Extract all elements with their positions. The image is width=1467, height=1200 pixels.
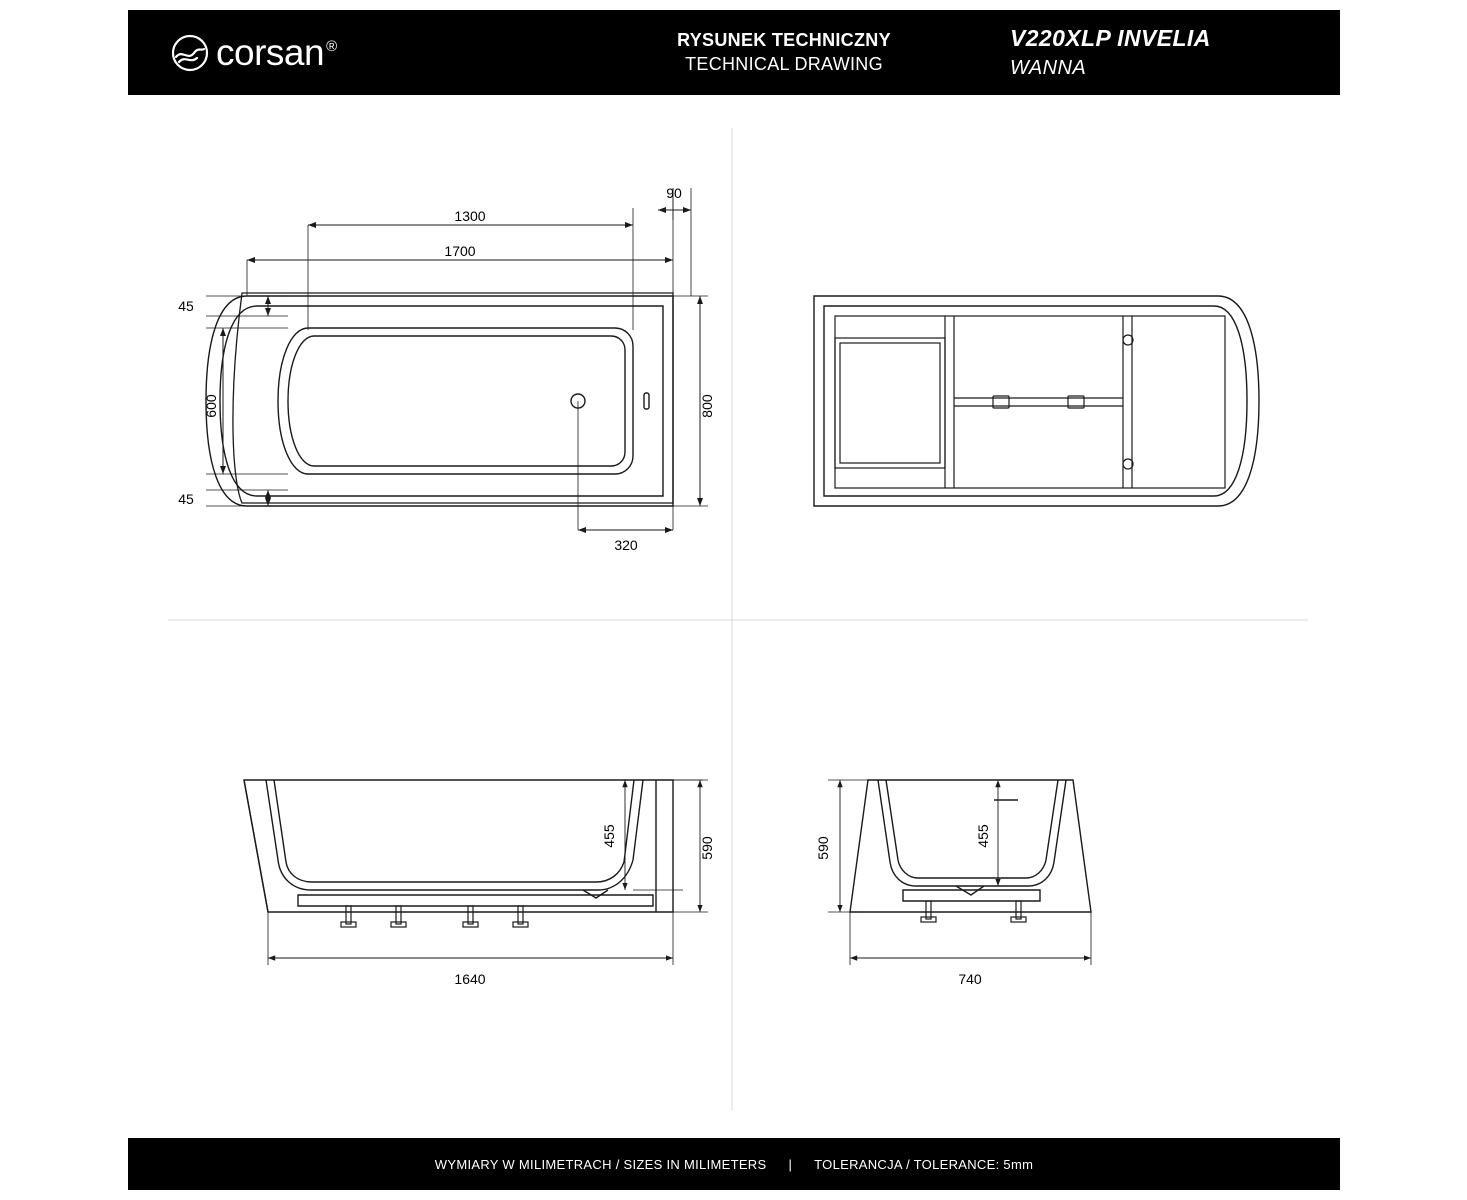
brand-name-text: corsan: [216, 31, 325, 73]
dim-1640-label: 1640: [454, 971, 486, 987]
view-front-section: [850, 780, 1091, 922]
frame-structure: [835, 316, 1225, 488]
corsan-wave-logo-icon: [170, 33, 210, 73]
product-type: WANNA: [1010, 56, 1087, 79]
dim-455-side-label: 455: [601, 824, 617, 848]
view-side-section: [244, 780, 673, 927]
dim-320-label: 320: [614, 537, 638, 553]
dim-45-top-label: 45: [178, 298, 194, 314]
drawing-title: [558, 29, 1010, 76]
top-view-labels: [178, 185, 715, 553]
footer-bar: [128, 1138, 1340, 1190]
dim-600-label: 600: [203, 394, 219, 418]
footer-units: WYMIARY W MILIMETRACH / SIZES IN MILIMETERS: [434, 1156, 767, 1172]
dim-590-side-label: 590: [699, 836, 715, 860]
footer-tolerance: TOLERANCJA / TOLERANCE: 5mm: [814, 1156, 1034, 1172]
drawing-title-pl: RYSUNEK TECHNICZNY: [677, 30, 891, 51]
dim-1300-label: 1300: [454, 208, 486, 224]
footer-separator: |: [788, 1156, 793, 1172]
drawing-title-en: TECHNICAL DRAWING: [685, 53, 883, 74]
product-info: [1010, 23, 1340, 81]
dim-90-label: 90: [666, 185, 682, 201]
brand-name: [216, 32, 337, 74]
header-bar: [128, 10, 1340, 95]
front-view-labels: [815, 824, 991, 987]
product-model: V220XLP INVELIA: [1010, 25, 1211, 52]
dim-1700-label: 1700: [444, 243, 476, 259]
top-view-geometry: [206, 296, 673, 506]
dim-455-front-label: 455: [975, 824, 991, 848]
front-view-dimensions: [828, 780, 1091, 965]
dim-45-bottom-label: 45: [178, 491, 194, 507]
dim-740-label: 740: [958, 971, 982, 987]
brand-registered-mark: ®: [326, 38, 337, 56]
drawing-canvas: [128, 100, 1340, 1130]
brand-logo-group: [128, 32, 558, 74]
view-bottom-frame: [814, 296, 1259, 506]
dim-590-front-label: 590: [815, 836, 831, 860]
drawing-sheet: [128, 100, 1340, 1130]
dim-800-label: 800: [699, 394, 715, 418]
side-view-dimensions: [268, 780, 708, 965]
quadrant-guides: [168, 128, 1308, 1110]
